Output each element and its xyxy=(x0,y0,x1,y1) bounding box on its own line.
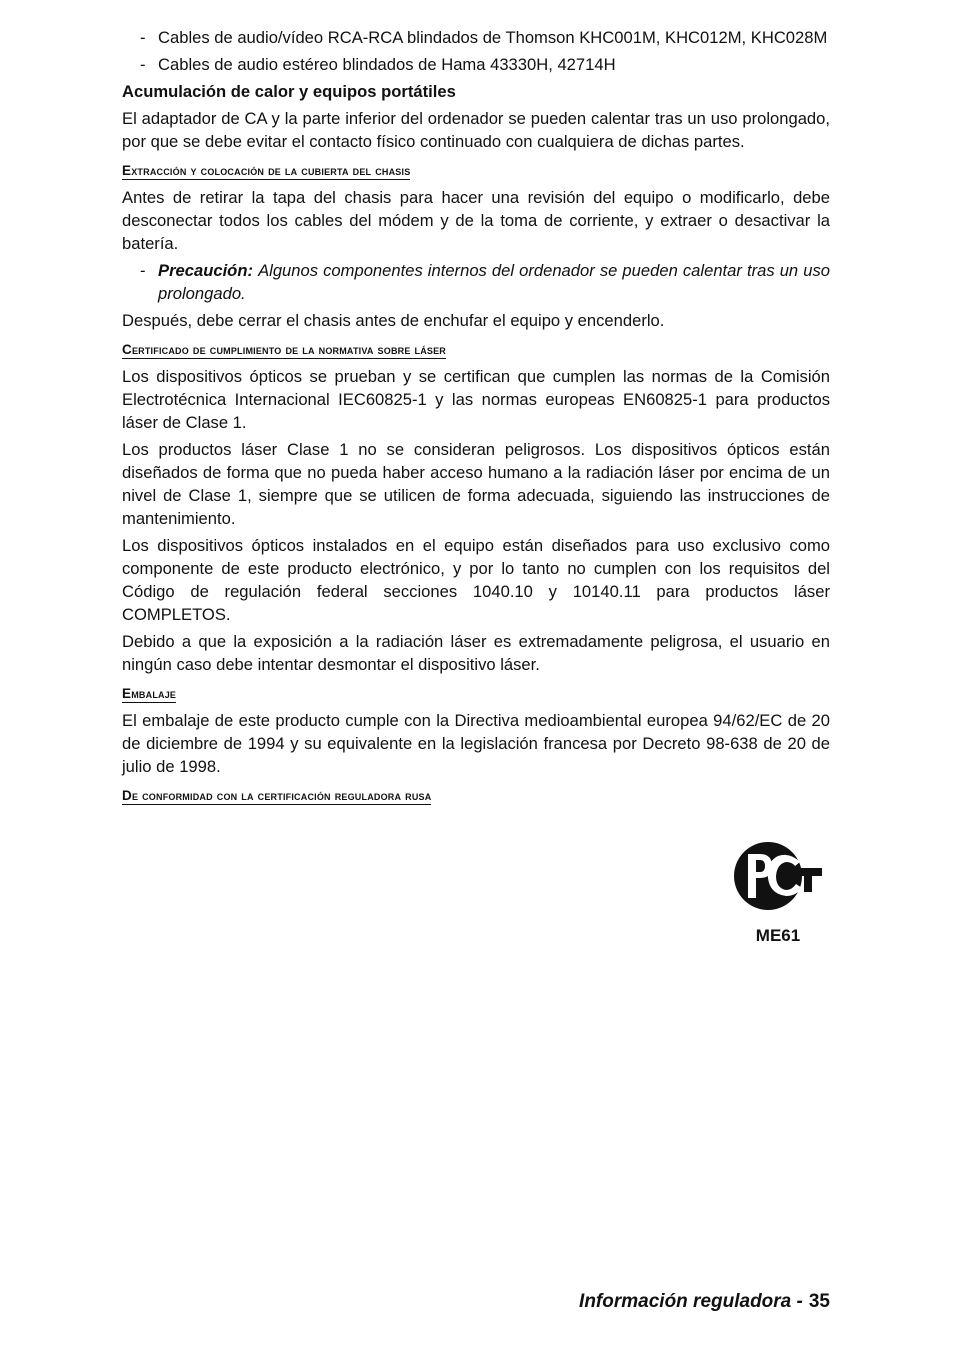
page-content xyxy=(122,26,830,811)
list-item: - Cables de audio/vídeo RCA-RCA blindados de Thomson KHC001M, KHC012M, KHC028M xyxy=(122,26,830,49)
certification-code: ME61 xyxy=(755,926,801,945)
russia-heading: De conformidad con la certificación reguladora rusa xyxy=(122,788,432,803)
bullet-text: Cables de audio estéreo blindados de Hama 43330H, 42714H xyxy=(158,55,616,74)
packaging-paragraph: El embalaje de este producto cumple con la Directiva medioambiental europea 94/62/EC de 20 de diciembre de 1994 y su equivalente en la legislación francesa por Decreto 98-638 de 20 de julio de 1998. xyxy=(122,711,830,776)
chassis-paragraph-2: Después, debe cerrar el chasis antes de enchufar el equipo y encenderlo. xyxy=(122,311,665,330)
heat-heading: Acumulación de calor y equipos portátiles xyxy=(122,82,456,101)
page-footer xyxy=(579,1290,830,1313)
footer-section-title: Información reguladora - xyxy=(579,1291,803,1312)
caution-label: Precaución: xyxy=(158,261,253,280)
pct-certification-mark-icon xyxy=(732,840,824,912)
bullet-text: Cables de audio/vídeo RCA-RCA blindados de Thomson KHC001M, KHC012M, KHC028M xyxy=(158,28,828,47)
heat-paragraph: El adaptador de CA y la parte inferior del ordenador se pueden calentar tras un uso prolongado, por que se debe evitar el contacto físico continuado con cualquiera de dichas partes. xyxy=(122,109,830,151)
laser-heading: Certificado de cumplimiento de la normativa sobre láser xyxy=(122,342,447,357)
laser-paragraph-4: Debido a que la exposición a la radiación láser es extremadamente peligrosa, el usuario en ningún caso debe intentar desmontar el dispositivo láser. xyxy=(122,632,830,674)
laser-paragraph-2: Los productos láser Clase 1 no se consideran peligrosos. Los dispositivos ópticos están diseñados de forma que no pueda haber acceso humano a la radiación láser por encima de un nivel de Clase 1, siempre que se utilicen de forma adecuada, siguiendo las instrucciones de mantenimiento. xyxy=(122,440,830,528)
chassis-paragraph: Antes de retirar la tapa del chasis para hacer una revisión del equipo o modificarlo, debe desconectar todos los cables del módem y de la toma de corriente, y extraer o desactivar la batería. xyxy=(122,188,830,253)
laser-paragraph-1: Los dispositivos ópticos se prueban y se certifican que cumplen las normas de la Comisión Electrotécnica Internacional IEC60825-1 y las normas europeas EN60825-1 para productos láser de Clase 1. xyxy=(122,367,830,432)
certification-logo xyxy=(730,840,826,947)
caution-item: - Precaución: Algunos componentes internos del ordenador se pueden calentar tras un uso prolongado. xyxy=(140,261,830,303)
laser-paragraph-3: Los dispositivos ópticos instalados en el equipo están diseñados para uso exclusivo como componente de este producto electrónico, y por lo tanto no cumplen con los requisitos del Código de regulación federal secciones 1040.10 y 10140.11 para productos láser COMPLETOS. xyxy=(122,536,830,624)
list-item: - Cables de audio estéreo blindados de Hama 43330H, 42714H xyxy=(122,53,830,76)
page-number: 35 xyxy=(808,1291,830,1312)
chassis-heading: Extracción y colocación de la cubierta del chasis xyxy=(122,163,411,178)
packaging-heading: Embalaje xyxy=(122,686,177,701)
caution-text: Algunos componentes internos del ordenador se pueden calentar tras un uso prolongado. xyxy=(158,261,830,303)
